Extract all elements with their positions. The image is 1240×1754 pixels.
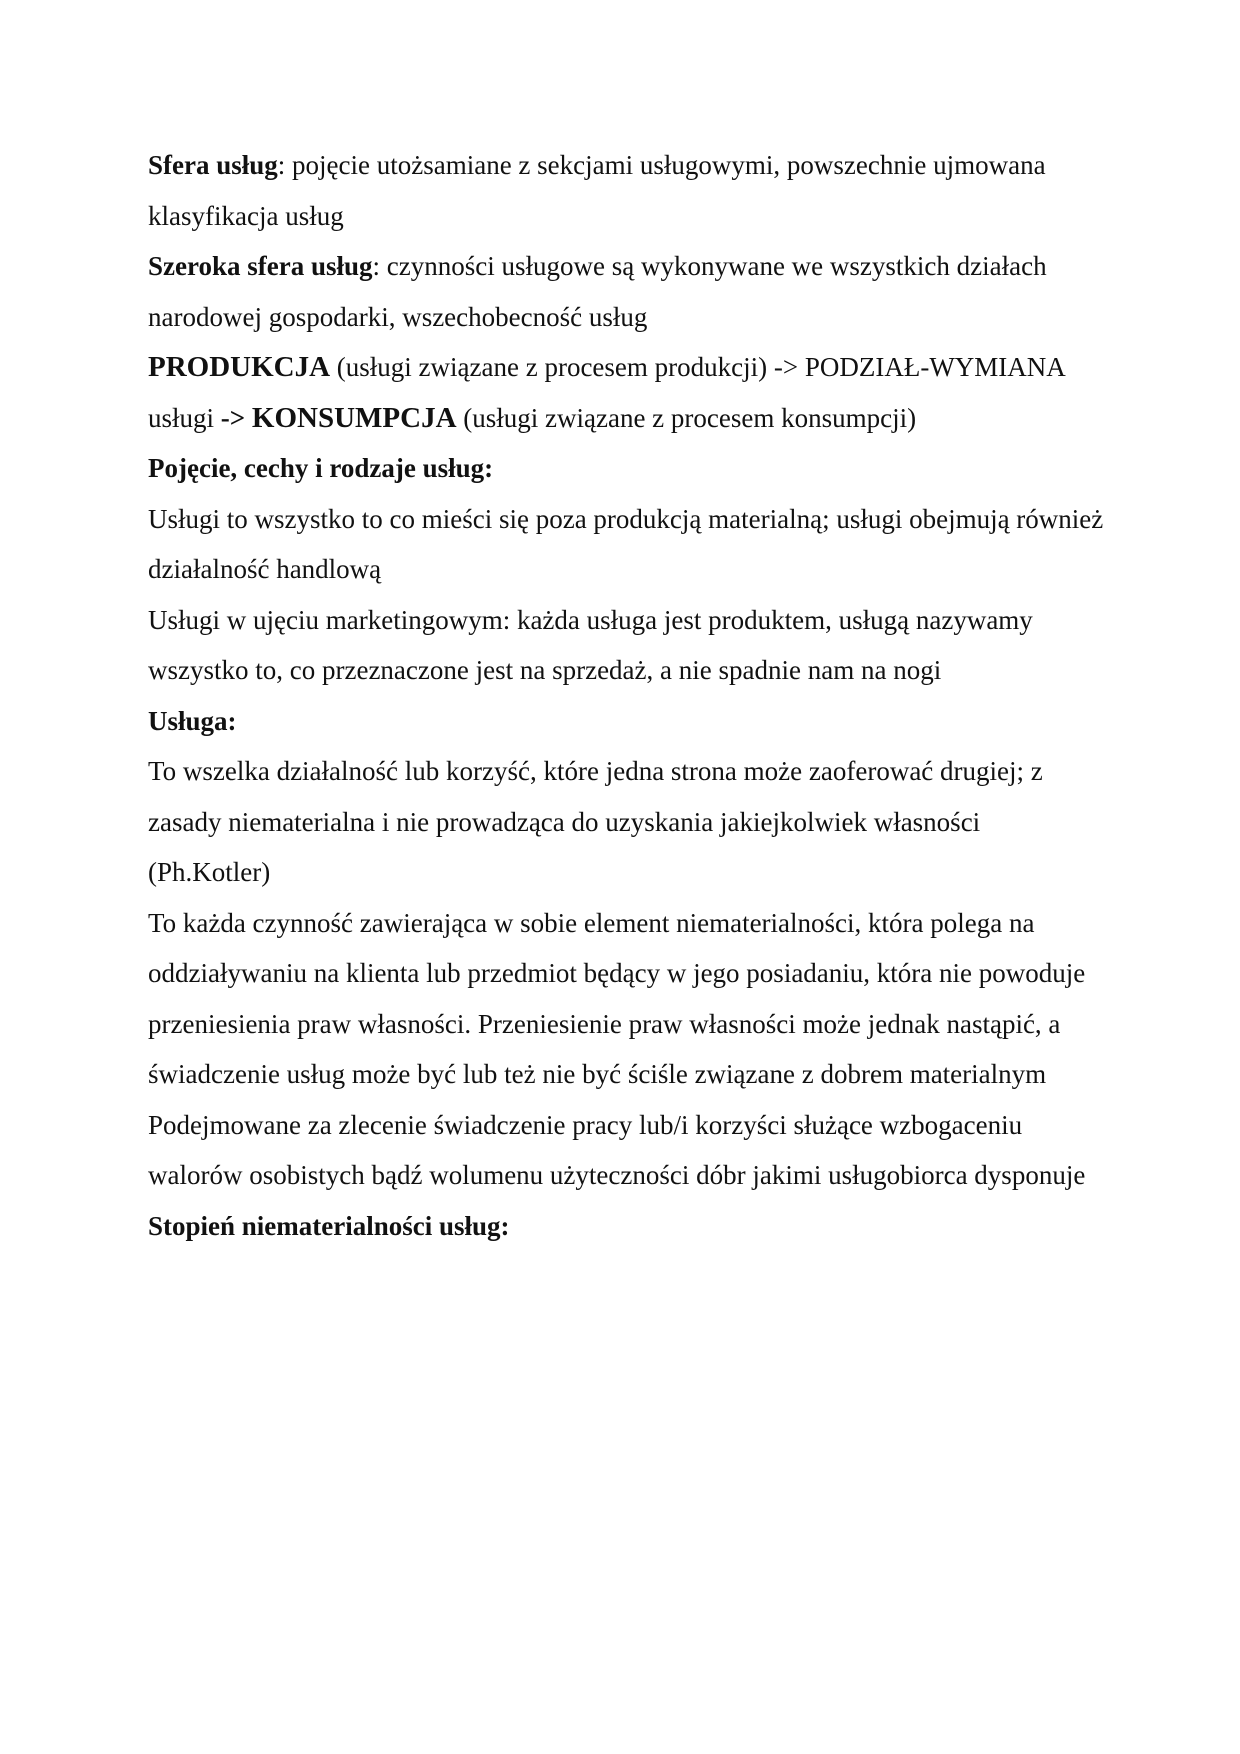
paragraph-niematerialnosc-definition: To każda czynność zawierająca w sobie element niematerialności, która polega na oddziaływaniu na klienta lub przedmiot będący w jego posiadaniu, która nie powoduje przeniesienia praw własności. Przeniesienie praw własności może jednak nastąpić, a świadczenie usług może być lub też nie być ściśle związane z dobrem materialnym <box>148 907 1086 1089</box>
paragraph-szeroka-sfera-uslug <box>148 241 1108 342</box>
document-body <box>148 140 1108 1251</box>
paragraph-kotler-definition: To wszelka działalność lub korzyść, które jedna strona może zaoferować drugiej; z zasady niematerialna i nie prowadząca do uzyskania jakiejkolwiek własności (Ph.Kotler) <box>148 756 1043 887</box>
paragraph-uslugi-to-wszystko: Usługi to wszystko to co mieści się poza produkcją materialną; usługi obejmują również działalność handlową <box>148 503 1104 584</box>
heading-pojecie-cechy-rodzaje: Pojęcie, cechy i rodzaje usług: <box>148 453 494 483</box>
arrow-text: -> <box>220 402 246 433</box>
paragraph-zlecenie-definition: Podejmowane za zlecenie świadczenie pracy lub/i korzyści służące wzbogaceniu walorów osobistych bądź wolumenu użyteczności dóbr jakimi usługobiorca dysponuje <box>148 1109 1086 1190</box>
paragraph-sfera-uslug <box>148 140 1108 241</box>
term-produkcja: PRODUKCJA <box>148 351 331 383</box>
term-sfera-uslug: Sfera usług <box>148 150 278 180</box>
heading-usluga: Usługa: <box>148 705 237 736</box>
text-produkcja-podzial: (usługi związane z procesem produkcji) -> PODZIAŁ-WYMIANA usługi <box>148 352 1065 433</box>
heading-stopien-niematerialnosci: Stopień niematerialności usług: <box>148 1210 510 1241</box>
definition-szeroka-sfera-uslug: : czynności usługowe są wykonywane we wszystkich działach narodowej gospodarki, wszechobecność usług <box>148 251 1047 332</box>
definition-sfera-uslug: : pojęcie utożsamiane z sekcjami usługowymi, powszechnie ujmowana klasyfikacja usług <box>148 150 1046 231</box>
paragraph-uslugi-marketing: Usługi w ujęciu marketingowym: każda usługa jest produktem, usługą nazywamy wszystko to, co przeznaczone jest na sprzedaż, a nie spadnie nam na nogi <box>148 604 1033 685</box>
space-text <box>245 403 252 433</box>
text-konsumpcja: (usługi związane z procesem konsumpcji) <box>456 402 917 433</box>
term-szeroka-sfera-uslug: Szeroka sfera usług <box>148 251 373 281</box>
paragraph-produkcja-konsumpcja <box>148 342 1108 443</box>
term-konsumpcja: KONSUMPCJA <box>251 401 457 434</box>
